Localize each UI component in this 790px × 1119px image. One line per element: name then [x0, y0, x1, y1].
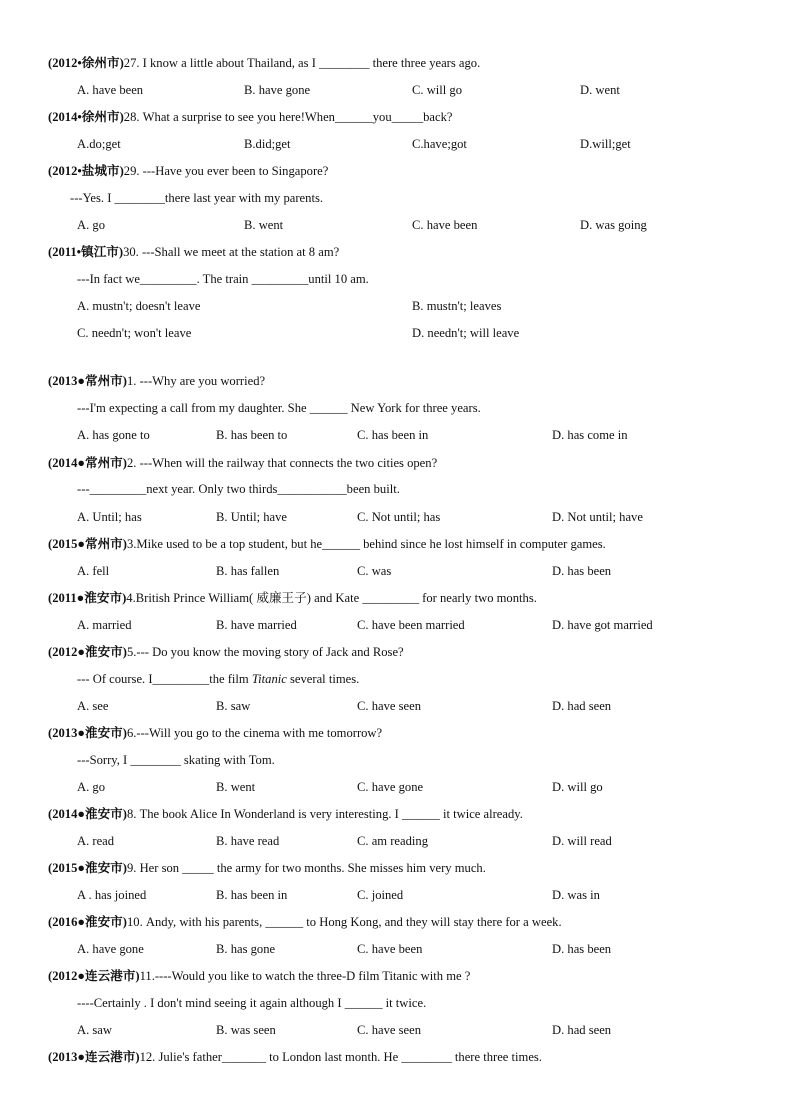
option-a: A. fell [77, 564, 110, 578]
option-a: A. has gone to [77, 428, 150, 442]
question-4 [48, 590, 537, 606]
question-8 [48, 806, 523, 822]
question-source-tag: (2011•镇江市) [48, 245, 124, 259]
question-source-tag: (2016●淮安市) [48, 915, 127, 929]
option-a: A. go [77, 218, 105, 232]
question-1 [48, 373, 265, 389]
question-stem: 9. Her son _____ the army for two months. She misses him very much. [126, 861, 486, 875]
option-c: C. will go [412, 83, 463, 97]
option-a: A. see [77, 699, 109, 713]
option-c: C. joined [357, 888, 404, 902]
question-29 [48, 163, 328, 179]
question-stem: 3.Mike used to be a top student, but he______ behind since he lost himself in computer games. [126, 537, 606, 551]
option-c: C. have been [357, 942, 423, 956]
option-d: D. have got married [552, 618, 653, 632]
question-dialogue: ----Certainly . I don't mind seeing it again although I ______ it twice. [77, 996, 427, 1010]
question-source-tag: (2012•徐州市) [48, 56, 124, 70]
option-d: D. went [580, 83, 620, 97]
question-stem: 27. I know a little about Thailand, as I ________ there three years ago. [123, 56, 481, 70]
option-a: A.do;get [77, 137, 121, 151]
question-stem: 1. ---Why are you worried? [126, 374, 266, 388]
option-d: D. had seen [552, 1023, 612, 1037]
question-30 [48, 244, 339, 260]
option-b: B. Until; have [216, 510, 288, 524]
question-source-tag: (2015●常州市) [48, 537, 127, 551]
option-b: B. have married [216, 618, 297, 632]
question-source-tag: (2013●连云港市) [48, 1050, 140, 1064]
question-source-tag: (2014●淮安市) [48, 807, 127, 821]
question-source-tag: (2012•盐城市) [48, 164, 124, 178]
option-c: C. have been [412, 218, 478, 232]
question-6 [48, 725, 382, 741]
question-stem: 6.---Will you go to the cinema with me tomorrow? [126, 726, 383, 740]
option-d: D. will read [552, 834, 612, 848]
question-source-tag: (2015●淮安市) [48, 861, 127, 875]
question-source-tag: (2012●连云港市) [48, 969, 140, 983]
option-a: A . has joined [77, 888, 147, 902]
dialogue-pre: --- Of course. I_________the film [77, 672, 252, 686]
question-stem: 29. ---Have you ever been to Singapore? [123, 164, 329, 178]
question-5 [48, 644, 404, 660]
option-a: A. have gone [77, 942, 144, 956]
question-source-tag: (2011●淮安市) [48, 591, 127, 605]
option-d: D. will go [552, 780, 603, 794]
option-a: A. saw [77, 1023, 112, 1037]
question-dialogue [77, 671, 359, 687]
question-stem: 11.----Would you like to watch the three-D film Titanic with me ? [139, 969, 471, 983]
question-stem: 10. Andy, with his parents, ______ to Hong Kong, and they will stay there for a week. [126, 915, 562, 929]
question-12 [48, 1049, 542, 1065]
option-b: B. have gone [244, 83, 311, 97]
option-d: D. has come in [552, 428, 628, 442]
option-d: D. had seen [552, 699, 612, 713]
option-b: B. saw [216, 699, 251, 713]
question-dialogue: ---I'm expecting a call from my daughter. She ______ New York for three years. [77, 401, 481, 415]
option-d: D. needn't; will leave [412, 326, 520, 340]
dialogue-post: several times. [286, 672, 360, 686]
option-c: C. was [357, 564, 392, 578]
question-dialogue: ---In fact we_________. The train _________until 10 am. [77, 272, 369, 286]
option-d: D. was in [552, 888, 600, 902]
option-b: B. went [244, 218, 284, 232]
option-b: B.did;get [244, 137, 291, 151]
option-b: B. has fallen [216, 564, 280, 578]
question-2 [48, 455, 437, 471]
option-d: D. was going [580, 218, 647, 232]
option-c: C. have gone [357, 780, 424, 794]
question-27 [48, 55, 480, 71]
option-c: C.have;got [412, 137, 467, 151]
option-b: B. was seen [216, 1023, 276, 1037]
option-d: D. has been [552, 564, 612, 578]
question-stem: 12. Julie's father_______ to London last month. He ________ there three times. [139, 1050, 542, 1064]
question-stem: 5.--- Do you know the moving story of Jack and Rose? [126, 645, 404, 659]
question-3 [48, 536, 606, 552]
question-stem: 30. ---Shall we meet at the station at 8 am? [123, 245, 340, 259]
option-c: C. am reading [357, 834, 428, 848]
option-c: C. have been married [357, 618, 465, 632]
option-d: D. has been [552, 942, 612, 956]
option-b: B. has been in [216, 888, 288, 902]
question-dialogue: ---Sorry, I ________ skating with Tom. [77, 753, 275, 767]
question-dialogue: ---Yes. I ________there last year with my parents. [70, 191, 323, 205]
option-c: C. have seen [357, 699, 421, 713]
option-c: C. has been in [357, 428, 429, 442]
question-stem: 4.British Prince William( 威廉王子) and Kate _________ for nearly two months. [126, 591, 537, 605]
option-a: A. mustn't; doesn't leave [77, 299, 201, 313]
option-c: C. have seen [357, 1023, 421, 1037]
option-b: B. have read [216, 834, 280, 848]
option-b: B. mustn't; leaves [412, 299, 502, 313]
question-10 [48, 914, 562, 930]
question-source-tag: (2013●常州市) [48, 374, 127, 388]
question-9 [48, 860, 486, 876]
option-b: B. went [216, 780, 256, 794]
option-a: A. read [77, 834, 115, 848]
question-28 [48, 109, 453, 125]
option-a: A. married [77, 618, 132, 632]
question-11 [48, 968, 470, 984]
question-dialogue: ---_________next year. Only two thirds___________been built. [77, 482, 400, 496]
question-source-tag: (2013●淮安市) [48, 726, 127, 740]
question-source-tag: (2014•徐州市) [48, 110, 124, 124]
option-a: A. Until; has [77, 510, 142, 524]
film-title: Titanic [251, 672, 287, 686]
option-a: A. go [77, 780, 105, 794]
question-stem: 2. ---When will the railway that connects the two cities open? [126, 456, 438, 470]
question-stem: 28. What a surprise to see you here!When______you_____back? [123, 110, 453, 124]
option-b: B. has gone [216, 942, 276, 956]
option-b: B. has been to [216, 428, 288, 442]
option-d: D. Not until; have [552, 510, 643, 524]
option-a: A. have been [77, 83, 144, 97]
question-source-tag: (2014●常州市) [48, 456, 127, 470]
option-c: C. needn't; won't leave [77, 326, 192, 340]
option-d: D.will;get [580, 137, 631, 151]
option-c: C. Not until; has [357, 510, 441, 524]
question-stem: 8. The book Alice In Wonderland is very interesting. I ______ it twice already. [126, 807, 523, 821]
question-source-tag: (2012●淮安市) [48, 645, 127, 659]
